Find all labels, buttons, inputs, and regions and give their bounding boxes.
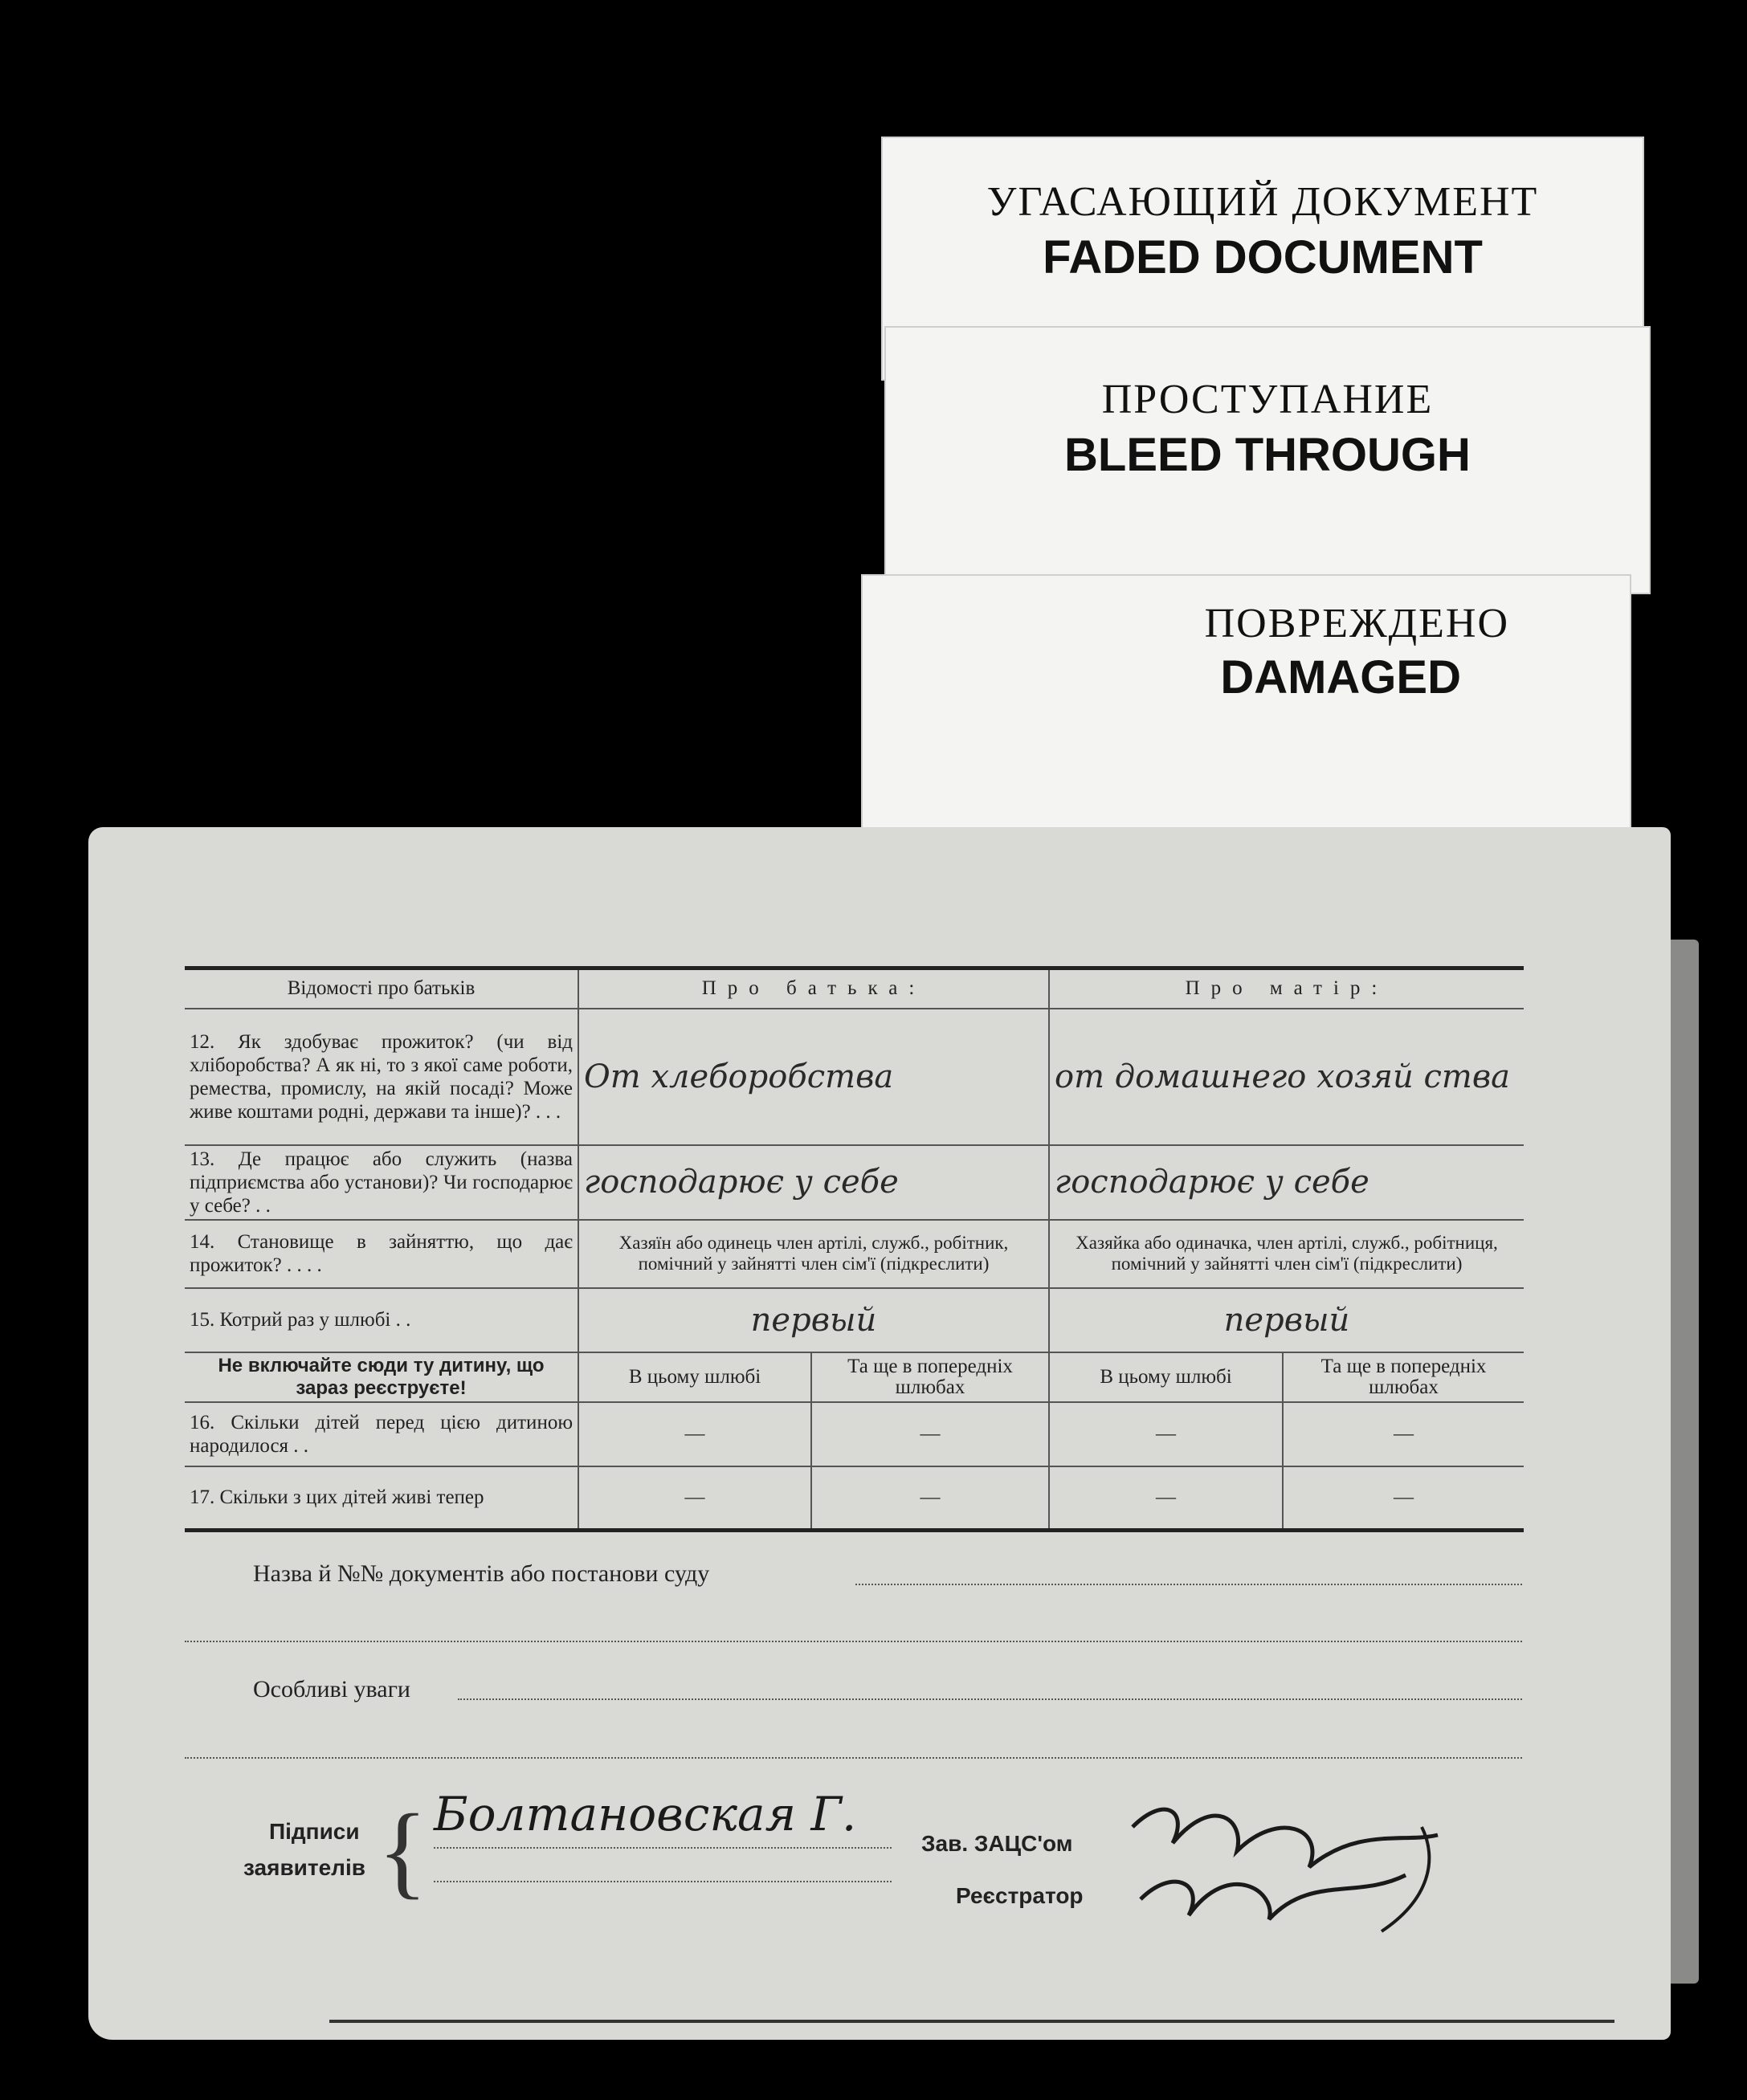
table-header-row (185, 968, 1524, 1009)
sub-header-father-this: В цьому шлюбі (578, 1352, 811, 1402)
signatures-label-2: заявителів (243, 1855, 365, 1880)
damaged-flag-en: DAMAGED (1220, 651, 1461, 703)
question-13: 13. Де працює або служить (назва підприємства або установи)? Чи господарює у себе? . . (185, 1145, 578, 1220)
mother-answer-13: господарює у себе (1049, 1145, 1524, 1220)
head-label: Зав. ЗАЦС'ом (921, 1831, 1073, 1856)
father-answer-14: Хазяїн або одинець член артілі, служб., робітник, помічний у зайнятті член сім'ї (підкреслити) (578, 1220, 1049, 1288)
question-15: 15. Котрий раз у шлюбі . . (185, 1288, 578, 1352)
table-row (185, 1466, 1524, 1531)
answer-17-mother-previous: — (1283, 1466, 1524, 1531)
answer-16-mother-previous: — (1283, 1402, 1524, 1466)
father-answer-13: господарює у себе (578, 1145, 1049, 1220)
registrar-label: Реєстратор (956, 1883, 1084, 1908)
notes-label: Особливі уваги (253, 1676, 410, 1702)
notes-dotted-line-2 (185, 1757, 1522, 1759)
table-row (185, 1402, 1524, 1466)
official-signatures (1116, 1779, 1454, 1939)
bottom-rule (329, 2020, 1614, 2023)
bleed-flag-ru: ПРОСТУПАНИЕ (1101, 377, 1434, 422)
table-row (185, 1288, 1524, 1352)
answer-16-father-this: — (578, 1402, 811, 1466)
bleed-flag-en: BLEED THROUGH (1064, 429, 1471, 481)
answer-16-father-previous: — (811, 1402, 1049, 1466)
documents-dotted-line (855, 1584, 1522, 1585)
answer-16-mother-this: — (1049, 1402, 1283, 1466)
sub-header-mother-this: В цьому шлюбі (1049, 1352, 1283, 1402)
header-father: Про батька: (578, 968, 1049, 1009)
faded-flag-en: FADED DOCUMENT (1043, 231, 1483, 283)
question-12: 12. Як здобуває прожиток? (чи від хліборобства? А як ні, то з якої саме роботи, ремества, промислу, на якій посаді? Може живе коштами родні, держави та інше)? . . . (185, 1009, 578, 1145)
sheet-edge (1667, 940, 1699, 1984)
answer-17-father-previous: — (811, 1466, 1049, 1531)
documents-label: Назва й №№ документів або постанови суду (253, 1560, 710, 1587)
answer-17-mother-this: — (1049, 1466, 1283, 1531)
mother-answer-14: Хазяйка або одиначка, член артілі, служб., робітниця, помічний у зайнятті член сім'ї (підкреслити) (1049, 1220, 1524, 1288)
signatures-label-1: Підписи (269, 1819, 360, 1844)
sub-header-father-previous: Та ще в попередніх шлюбах (811, 1352, 1049, 1402)
bleed-through-flag (884, 326, 1651, 594)
damaged-flag-ru: ПОВРЕЖДЕНО (1204, 601, 1509, 646)
question-14: 14. Становище в зайняттю, що дає прожиток? . . . . (185, 1220, 578, 1288)
faded-flag-ru: УГАСАЮЩИЙ ДОКУМЕНТ (986, 179, 1539, 225)
damaged-flag (861, 574, 1631, 830)
table-row (185, 1352, 1524, 1402)
parents-table (185, 966, 1524, 1532)
sub-header-mother-previous: Та ще в попередніх шлюбах (1283, 1352, 1524, 1402)
applicant-signature: Болтановская Г. (434, 1787, 857, 1841)
father-answer-12: От хлеборобства (578, 1009, 1049, 1145)
question-16: 16. Скільки дітей перед цією дитиною народилося . . (185, 1402, 578, 1466)
mother-answer-12: от домашнего хозяй ства (1049, 1009, 1524, 1145)
header-mother: Про матір: (1049, 968, 1524, 1009)
table-row (185, 1220, 1524, 1288)
table-row (185, 1009, 1524, 1145)
notes-dotted-line (458, 1698, 1522, 1700)
father-answer-15: первый (578, 1288, 1049, 1352)
table-row (185, 1145, 1524, 1220)
question-17: 17. Скільки з цих дітей живі тепер (185, 1466, 578, 1531)
documents-dotted-line-2 (185, 1641, 1522, 1642)
mother-answer-15: первый (1049, 1288, 1524, 1352)
signature-dotted-line (434, 1847, 892, 1849)
signature-dotted-line-2 (434, 1881, 892, 1882)
header-parents-info: Відомості про батьків (185, 968, 578, 1009)
answer-17-father-this: — (578, 1466, 811, 1531)
signatures-brace: { (378, 1793, 428, 1909)
children-note: Не включайте сюди ту дитину, що зараз реєструєте! (185, 1352, 578, 1402)
